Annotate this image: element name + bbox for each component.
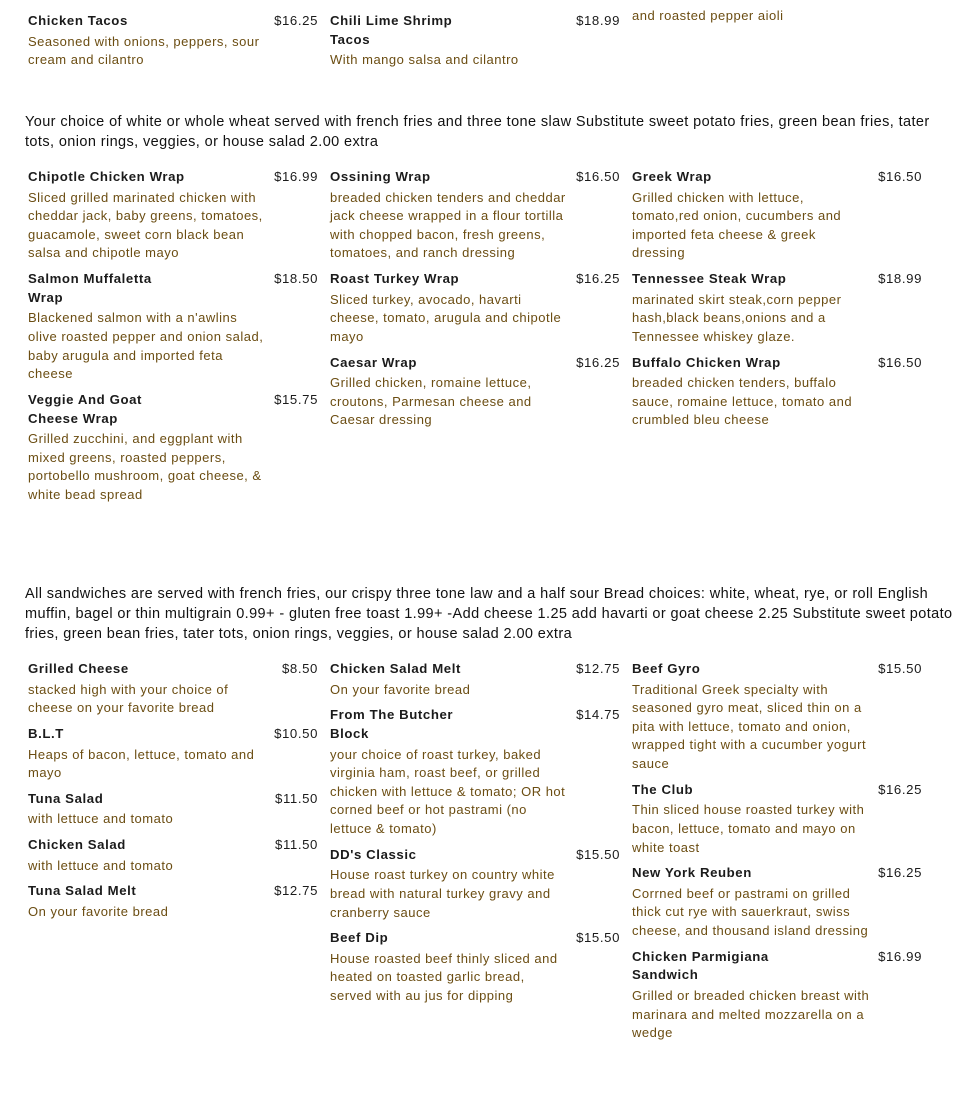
menu-item-price: $15.50: [576, 930, 620, 946]
menu-item: [28, 882, 318, 921]
menu-item-price: $16.25: [878, 865, 922, 881]
menu-item-name: B.L.T: [28, 725, 64, 741]
menu-item: [330, 168, 620, 263]
menu-item-description: Sliced turkey, avocado, havarti cheese, tomato, arugula and chipotle mayo: [330, 291, 562, 344]
menu-item: [632, 270, 922, 346]
menu-item-name: Tuna Salad: [28, 790, 104, 806]
menu-item-description: With mango salsa and cilantro: [330, 52, 519, 68]
menu-item-price: $18.99: [878, 271, 922, 287]
menu-item-price: $15.50: [576, 846, 620, 862]
menu-item-price: $16.50: [576, 169, 620, 184]
menu-item: [28, 12, 318, 70]
menu-item-price: $16.25: [878, 781, 922, 797]
menu-item-description: with lettuce and tomato: [28, 857, 174, 873]
menu-item-name: The Club: [632, 781, 694, 797]
menu-item-description: marinated skirt steak,corn pepper hash,black beans,onions and a Tennessee whiskey glaze.: [632, 291, 842, 344]
menu-item-price: $16.25: [274, 13, 318, 28]
menu-item-price: $8.50: [281, 661, 318, 676]
menu-item-name: Grilled Cheese: [28, 661, 129, 676]
menu-item: [330, 354, 620, 430]
menu-item-header: [330, 846, 620, 865]
menu-item-price: $15.50: [878, 661, 922, 676]
menu-item-header: [330, 168, 620, 187]
menu-item: [632, 660, 922, 774]
menu-column: [28, 168, 318, 512]
menu-item-price: $16.25: [576, 271, 620, 287]
menu-item-price: $11.50: [275, 790, 318, 806]
menu-item-name: Tuna Salad Melt: [28, 883, 137, 899]
menu-item-header: [28, 660, 318, 679]
menu-item-header: [632, 660, 922, 679]
menu-item: [28, 270, 318, 384]
menu-item-price: $16.99: [878, 948, 922, 964]
menu-item-price: $15.75: [274, 391, 318, 407]
menu-item-header: [330, 12, 620, 49]
menu-item-description: Blackened salmon with a n'awlins olive roasted pepper and onion salad, baby arugula and imported feta cheese: [28, 310, 264, 382]
menu-item-price: $11.50: [275, 837, 318, 853]
menu-item-name: Chicken Salad Melt: [330, 661, 461, 676]
menu-item-name: Greek Wrap: [632, 169, 712, 184]
menu-item-name: Ossining Wrap: [330, 169, 431, 184]
menu-column: [330, 168, 620, 437]
menu-item-description: Thin sliced house roasted turkey with bacon, lettuce, tomato and mayo on white toast: [632, 802, 865, 855]
menu-item-name: New York Reuben: [632, 865, 752, 881]
menu-item-header: [28, 882, 318, 901]
menu-item-description: Grilled chicken, romaine lettuce, croutons, Parmesan cheese and Caesar dressing: [330, 375, 532, 428]
menu-item-name: Chicken Salad: [28, 837, 126, 853]
menu-item-description: stacked high with your choice of cheese on your favorite bread: [28, 681, 229, 716]
menu-item-price: $12.75: [576, 661, 620, 676]
menu-item: [632, 168, 922, 263]
menu-item: [28, 725, 318, 783]
menu-item-name: DD's Classic: [330, 846, 417, 862]
menu-item-description: breaded chicken tenders, buffalo sauce, romaine lettuce, tomato and crumbled bleu cheese: [632, 375, 853, 428]
menu-item-name: Beef Dip: [330, 930, 389, 946]
menu-item-header: [28, 725, 318, 744]
menu-item-header: [330, 270, 620, 289]
menu-item: [632, 781, 922, 857]
menu-column: [632, 660, 922, 1050]
menu-column: [330, 660, 620, 1013]
menu-item-header: [632, 168, 922, 187]
menu-item-description: Grilled chicken with lettuce, tomato,red onion, cucumbers and imported feta cheese & greek dressing: [632, 189, 842, 261]
menu-item-header: [28, 790, 318, 809]
menu-item-name: From The Butcher Block: [330, 707, 454, 741]
menu-item-name: Salmon Muffaletta Wrap: [28, 271, 152, 305]
menu-item-description: House roast turkey on country white bread with natural turkey gravy and cranberry sauce: [330, 867, 555, 920]
menu-item-description: Heaps of bacon, lettuce, tomato and mayo: [28, 746, 255, 781]
menu-item-header: [330, 706, 620, 743]
menu-item-name: Chili Lime Shrimp Tacos: [330, 13, 453, 47]
menu-item-description: Traditional Greek specialty with seasoned gyro meat, sliced thin on a pita with lettuce, tomato and onion, wrapped tight with a cucumber yogurt sauce: [632, 681, 867, 772]
menu-item: [330, 660, 620, 699]
menu-item-name: Buffalo Chicken Wrap: [632, 354, 781, 370]
menu-item-header: [632, 864, 922, 883]
menu-item-description: Sliced grilled marinated chicken with cheddar jack, baby greens, tomatoes, guacamole, sweet corn black bean salsa and chipotle mayo: [28, 189, 263, 261]
menu-item-description: Seasoned with onions, peppers, sour cream and cilantro: [28, 33, 260, 68]
menu-column: [330, 12, 620, 77]
menu-item: [28, 660, 318, 718]
menu-item-name: Chipotle Chicken Wrap: [28, 169, 185, 184]
menu-item: [28, 790, 318, 829]
menu-item-header: [632, 270, 922, 289]
menu-item-name: Beef Gyro: [632, 661, 701, 676]
menu-item-header: [330, 660, 620, 679]
menu-item-description: Grilled or breaded chicken breast with marinara and melted mozzarella on a wedge: [632, 988, 870, 1041]
menu-column: [632, 168, 922, 437]
menu-item: [330, 846, 620, 922]
menu-item: [28, 391, 318, 505]
menu-item-name: Tennessee Steak Wrap: [632, 271, 787, 287]
menu-item: [330, 12, 620, 70]
menu-item-description: your choice of roast turkey, baked virginia ham, roast beef, or grilled chicken with lettuce & tomato; OR hot corned beef or hot pastrami (no lettuce & tomato): [330, 746, 566, 837]
menu-item: [632, 948, 922, 1043]
menu-item: [330, 706, 620, 838]
clipped-item-desc-fragment: and roasted pepper aioli: [632, 7, 784, 23]
menu-item: [28, 836, 318, 875]
menu-item-description: with lettuce and tomato: [28, 811, 174, 827]
menu-item-header: [28, 168, 318, 187]
menu-item-header: [28, 836, 318, 855]
menu-item-header: [632, 781, 922, 800]
menu-item-header: [330, 929, 620, 948]
menu-item-description: Grilled zucchini, and eggplant with mixed greens, roasted peppers, portobello mushroom, goat cheese, & white bead spread: [28, 431, 262, 503]
menu-item: [28, 168, 318, 263]
menu-column: [28, 12, 318, 77]
menu-item-price: $10.50: [274, 725, 318, 741]
menu-item-description: Corrned beef or pastrami on grilled thick cut rye with sauerkraut, swiss cheese, and thousand island dressing: [632, 885, 869, 939]
menu-column: [28, 660, 318, 929]
menu-item-price: $18.99: [576, 13, 620, 28]
menu-item-name: Chicken Tacos: [28, 13, 128, 28]
menu-item-name: Veggie And Goat Cheese Wrap: [28, 391, 143, 426]
wraps-intro: Your choice of white or whole wheat served with french fries and three tone slaw Substitute sweet potato fries, green bean fries, tater tots, onion rings, veggies, or house salad 2.00 extra: [25, 114, 930, 150]
menu-item-name: Chicken Parmigiana Sandwich: [632, 948, 769, 983]
menu-item-header: [28, 270, 318, 307]
menu-item-header: [28, 391, 318, 428]
menu-item-price: $14.75: [576, 707, 620, 723]
menu-item-price: $18.50: [274, 271, 318, 287]
menu-item-price: $16.25: [576, 354, 620, 370]
menu-item-name: Roast Turkey Wrap: [330, 271, 460, 287]
menu-item-description: On your favorite bread: [330, 681, 471, 697]
menu-item-description: House roasted beef thinly sliced and heated on toasted garlic bread, served with au jus for dipping: [330, 950, 558, 1004]
menu-item-header: [632, 948, 922, 985]
menu-item-price: $16.50: [878, 169, 922, 184]
menu-item: [632, 354, 922, 430]
sandwiches-intro: All sandwiches are served with french fries, our crispy three tone law and a half sour Bread choices: white, wheat, rye, or roll English muffin, bagel or thin multigrain 0.99+ - gluten free toast 1.99+ -Add cheese 1.25 add havarti or goat cheese 2.25 Substitute sweet potato fries, green bean fries, tater tots, onion rings, veggies, or house salad 2.00 extra: [25, 586, 953, 642]
menu-item-header: [330, 354, 620, 373]
menu-item-header: [632, 354, 922, 373]
menu-item: [330, 270, 620, 346]
menu-item: [632, 864, 922, 940]
menu-item-price: $16.99: [274, 169, 318, 184]
menu-item-price: $12.75: [274, 883, 318, 899]
menu-item-description: breaded chicken tenders and cheddar jack cheese wrapped in a flour tortilla with chopped bacon, fresh greens, tomatoes, and ranch dressing: [330, 189, 566, 261]
menu-item-description: On your favorite bread: [28, 904, 169, 920]
menu-item-price: $16.50: [878, 354, 922, 370]
menu-item-header: [28, 12, 318, 31]
menu-item-name: Caesar Wrap: [330, 354, 417, 370]
menu-item: [330, 929, 620, 1005]
